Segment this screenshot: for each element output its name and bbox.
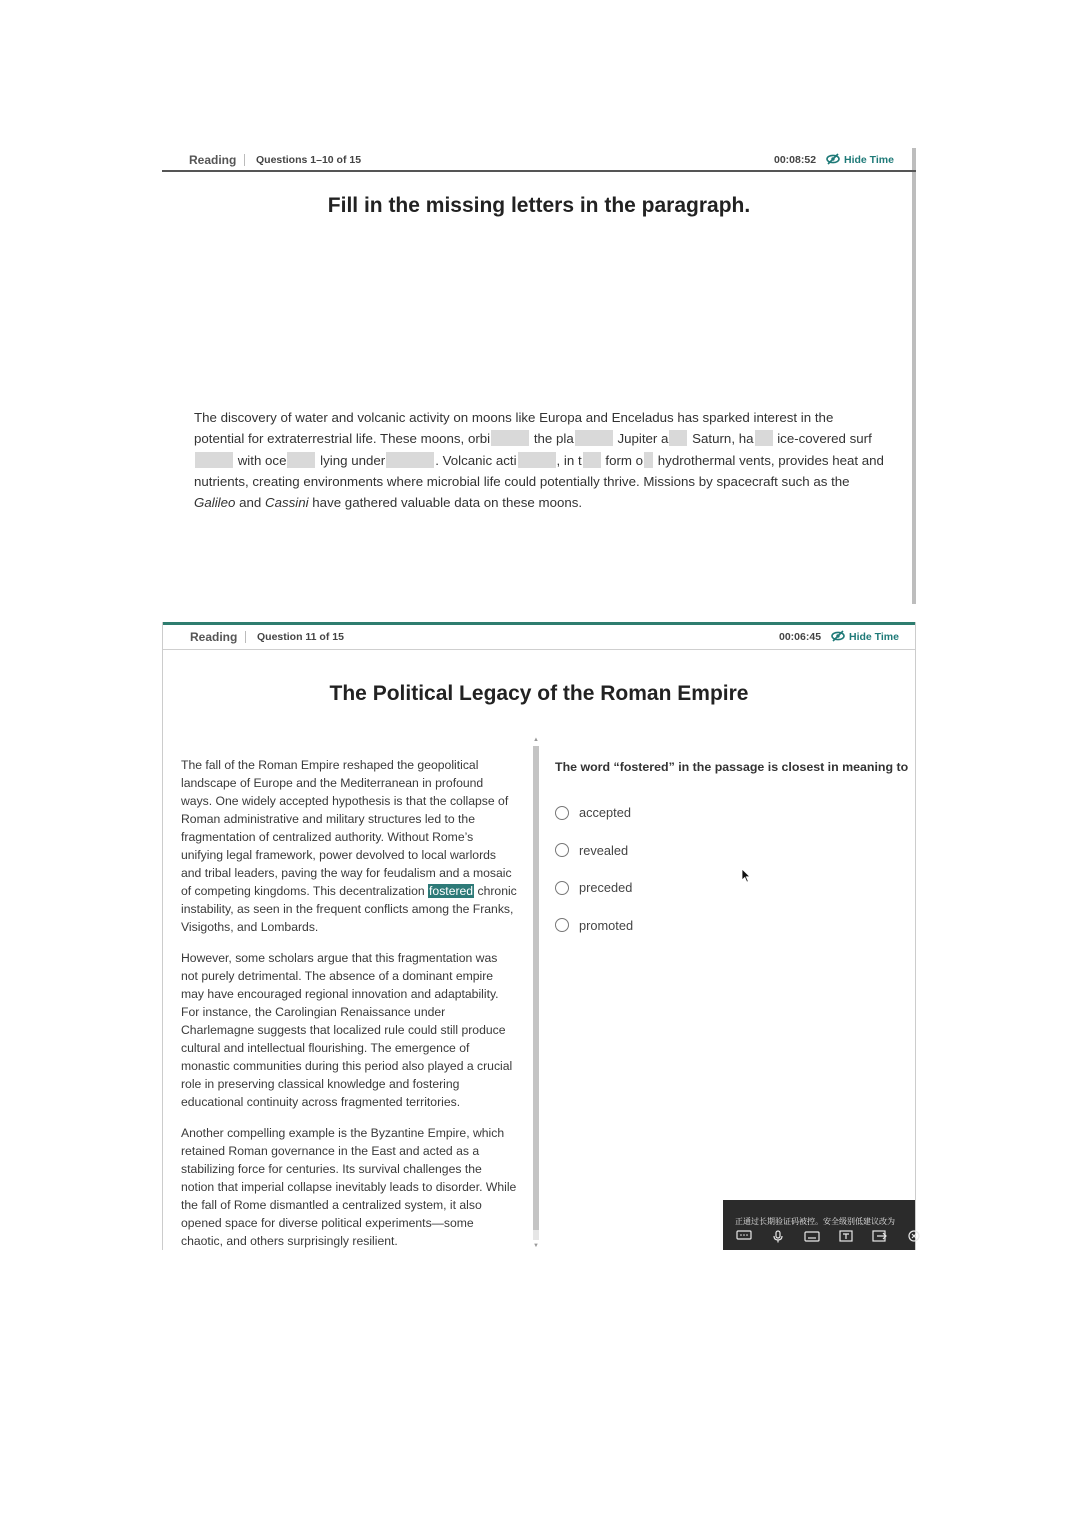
text-segment: have gathered valuable data on these moons. <box>308 495 583 511</box>
fill-in-screen <box>162 148 916 604</box>
divider <box>244 154 245 166</box>
blank-input[interactable] <box>518 452 556 468</box>
blank-input[interactable] <box>491 430 529 446</box>
timer: 00:06:45 <box>779 631 822 643</box>
passage-paragraph: However, some scholars argue that this fragmentation was not purely detrimental. The absence of a dominant empire may have encouraged regional innovation and adaptability. For instance, the Carolingian Renaissance under Charlemagne suggests that localized rule could still produce cultural and intellectual flourishing. The emergence of monastic communities during this period also played a crucial role in preserving classical knowledge and fostering educational continuity across fragmented territories. <box>181 951 513 1109</box>
blank-input[interactable] <box>195 452 233 468</box>
text-segment: ice-covered surf <box>773 431 872 447</box>
eye-slash-icon <box>831 630 845 642</box>
option-label: preceded <box>579 880 633 896</box>
radio-button[interactable] <box>555 806 569 820</box>
text-segment: form o <box>601 452 644 468</box>
passage-title: The Political Legacy of the Roman Empire <box>329 682 749 705</box>
passage-scrollbar[interactable] <box>533 736 539 1250</box>
answer-option[interactable] <box>555 832 633 870</box>
text-segment: chronic instability, as seen in the frequent conflicts among the Franks, Visigoths, and Lombards. <box>181 884 517 934</box>
toolbar-notice: 正通过长期验证码被控。安全级别低建议改为 <box>735 1217 895 1226</box>
eye-slash-icon <box>826 153 840 165</box>
fill-in-paragraph <box>194 407 884 513</box>
close-icon[interactable] <box>903 1230 924 1244</box>
exit-icon[interactable] <box>869 1230 890 1244</box>
text-icon[interactable] <box>835 1230 856 1244</box>
passage-paragraph <box>181 756 517 936</box>
microphone-icon[interactable] <box>767 1230 788 1244</box>
text-segment: hydrothermal vents, provides heat and nutrients, creating environments where microbial life could potentially thrive. Missions by spacecraft such as the <box>194 452 884 489</box>
header-bar <box>162 148 916 172</box>
spacecraft-name: Galileo <box>194 495 236 511</box>
blank-input[interactable] <box>583 452 601 468</box>
scroll-down-icon[interactable]: ▼ <box>533 1243 539 1249</box>
hide-time-button[interactable] <box>826 153 894 166</box>
divider <box>245 631 246 643</box>
hide-time-button[interactable] <box>831 630 899 643</box>
option-label: accepted <box>579 805 631 821</box>
answer-option[interactable] <box>555 907 633 945</box>
keyboard-icon[interactable] <box>801 1230 822 1244</box>
highlighted-word: fostered <box>429 884 474 898</box>
passage-paragraph: Another compelling example is the Byzantine Empire, which retained Roman governance in the East and acted as a stabilizing force for centuries. Its survival challenges the notion that imperial collapse inevitably leads to disorder. While the fall of Rome dismantled a centralized system, it also opened space for diverse political experiments—some chaotic, and others surprisingly resilient. <box>181 1126 517 1248</box>
text-segment: . Volcanic acti <box>435 452 517 468</box>
option-label: revealed <box>579 842 629 858</box>
text-segment: The fall of the Roman Empire reshaped the geopolitical landscape of Europe and the Mediterranean in profound ways. One widely accepted hypothesis is that the collapse of Roman administrative and military structures led to the fragmentation of centralized authority. Without Rome’s unifying legal framework, power devolved to local warlords and tribal leaders, paving the way for feudalism and a mosaic of competing kingdoms. This decentralization <box>181 758 512 898</box>
radio-button[interactable] <box>555 918 569 932</box>
text-segment: with oce <box>234 452 287 468</box>
blank-input[interactable] <box>386 452 434 468</box>
page-title: Fill in the missing letters in the paragraph. <box>327 194 751 217</box>
text-segment: Jupiter a <box>613 431 669 447</box>
text-segment: The discovery of water and volcanic activity on moons like Europa and Enceladus has sparked interest in the potential for extraterrestrial life. These moons, orbi <box>194 410 834 447</box>
toolbar-icons <box>733 1230 924 1244</box>
scroll-up-icon[interactable]: ▲ <box>533 737 539 743</box>
blank-input[interactable] <box>669 430 687 446</box>
chat-icon[interactable] <box>733 1230 754 1244</box>
spacecraft-name: Cassini <box>264 495 309 511</box>
header-bar <box>163 622 915 650</box>
cursor-arrow-icon <box>741 868 751 883</box>
answer-option[interactable] <box>555 869 633 907</box>
recording-toolbar <box>723 1200 915 1250</box>
blank-input[interactable] <box>644 452 653 468</box>
blank-input[interactable] <box>755 430 773 446</box>
hide-time-label: Hide Time <box>849 631 899 643</box>
section-label: Reading <box>190 630 238 644</box>
timer: 00:08:52 <box>774 154 817 166</box>
answer-options <box>555 794 633 944</box>
text-segment: Saturn, ha <box>688 431 754 447</box>
question-prompt: The word “fostered” in the passage is closest in meaning to <box>555 760 909 774</box>
hide-time-label: Hide Time <box>844 154 894 166</box>
reading-question-screen <box>162 622 916 1250</box>
blank-input[interactable] <box>287 452 315 468</box>
text-segment: , in t <box>556 452 582 468</box>
radio-button[interactable] <box>555 881 569 895</box>
blank-input[interactable] <box>575 430 613 446</box>
question-counter: Questions 1–10 of 15 <box>256 154 362 166</box>
radio-button[interactable] <box>555 843 569 857</box>
section-label: Reading <box>189 153 237 167</box>
text-segment: the pla <box>530 431 574 447</box>
answer-option[interactable] <box>555 794 633 832</box>
option-label: promoted <box>579 917 634 933</box>
text-segment: and <box>235 495 265 511</box>
reading-passage <box>181 756 517 1250</box>
question-counter: Question 11 of 15 <box>257 631 344 643</box>
scroll-thumb[interactable] <box>533 746 539 1230</box>
text-segment: lying under <box>316 452 386 468</box>
